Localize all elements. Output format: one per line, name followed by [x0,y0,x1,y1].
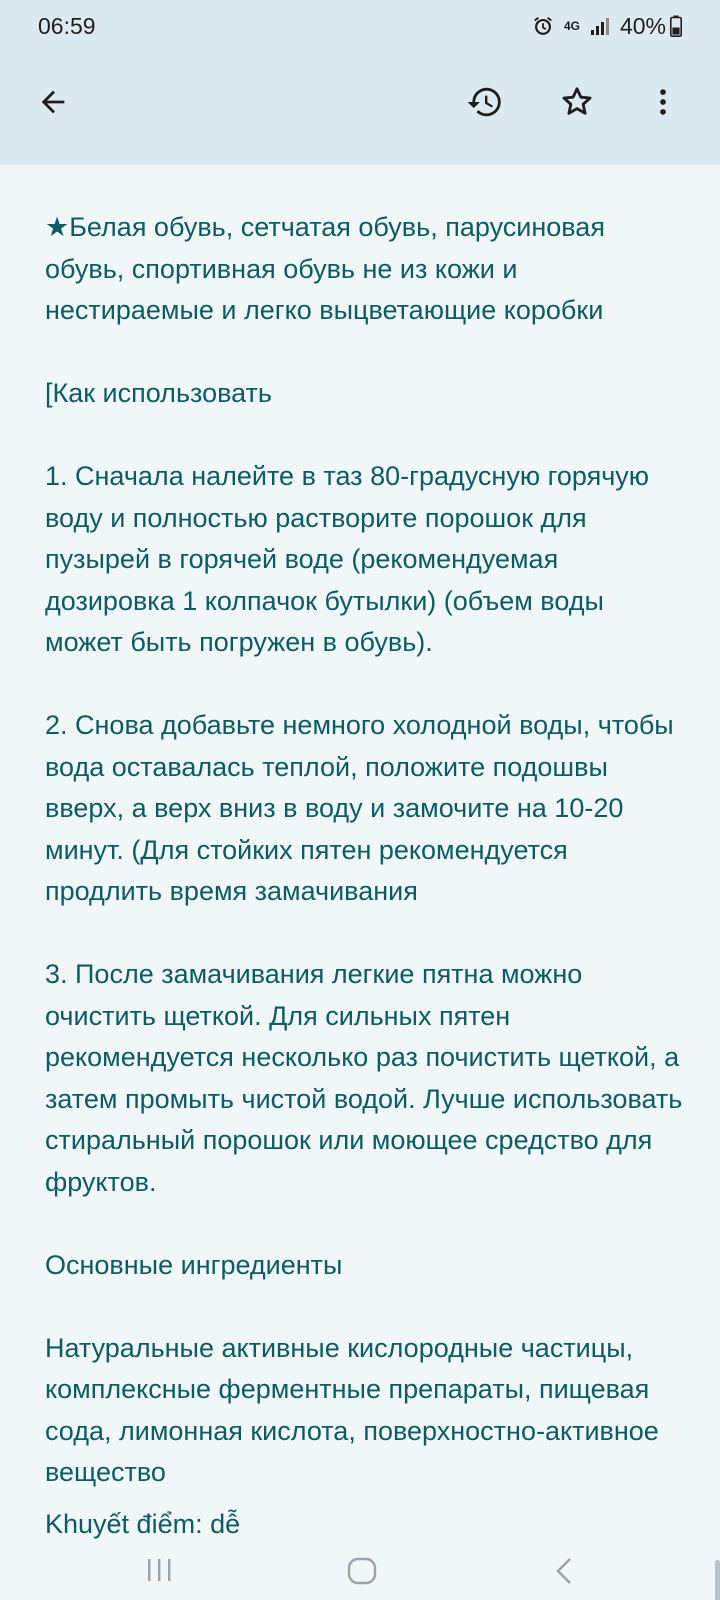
home-icon[interactable] [346,1556,378,1591]
scrollbar[interactable] [715,1560,720,1600]
back-button[interactable] [25,76,81,132]
paragraph-target-items: ★Белая обувь, сетчатая обувь, парусиновая обувь, спортивная обувь не из кожи и нестираемые и легко выцветающие коробки [45,212,605,325]
more-options-button[interactable] [635,76,691,132]
status-bar [0,0,720,52]
signal-icon [590,16,610,36]
battery-level: 40% [619,12,666,39]
paragraph-ingredients: Натуральные активные кислородные частицы, комплексные ферментные препараты, пищевая сода, лимонная кислота, поверхностно-активное вещество [45,1332,659,1487]
recent-apps-icon[interactable] [145,1556,175,1589]
bookmark-button[interactable] [549,76,605,132]
paragraph-ingredients-heading: Основные ингредиенты [45,1249,343,1280]
paragraph-cutoff: Khuyết điểm: dễ [45,1508,241,1539]
status-icons [532,13,682,40]
star-outline-icon [559,84,595,125]
nav-back-icon[interactable] [553,1556,575,1591]
arrow-left-icon [36,85,70,124]
note-text [45,207,685,1587]
paragraph-step-2: 2. Снова добавьте немного холодной воды, чтобы вода оставалась теплой, положите подошвы вверх, а верх вниз в воду и замочите на 10-20 минут. (Для стойких пятен рекомендуется продлить время замачивания [45,710,674,906]
app-bar [0,52,720,165]
more-vert-icon [646,85,680,124]
history-icon [466,83,504,126]
network-type-label: 4G [563,19,580,33]
paragraph-how-to-use-heading: [Как использовать [45,378,272,408]
battery-icon [670,15,682,37]
status-time: 06:59 [38,12,96,39]
history-button[interactable] [457,76,513,132]
paragraph-step-1: 1. Сначала налейте в таз 80-градусную горячую воду и полностью растворите порошок для пузырей в горячей воде (рекомендуемая дозировка 1 колпачок бутылки) (объем воды может быть погружен в обувь). [45,461,650,657]
paragraph-step-3: 3. После замачивания легкие пятна можно очистить щеткой. Для сильных пятен рекомендуется несколько раз почистить щеткой, а затем промыть чистой водой. Лучше использовать стиральный порошок или моющее средство для фруктов. [45,959,683,1197]
alarm-icon [532,15,554,37]
note-content[interactable] [0,165,720,1600]
